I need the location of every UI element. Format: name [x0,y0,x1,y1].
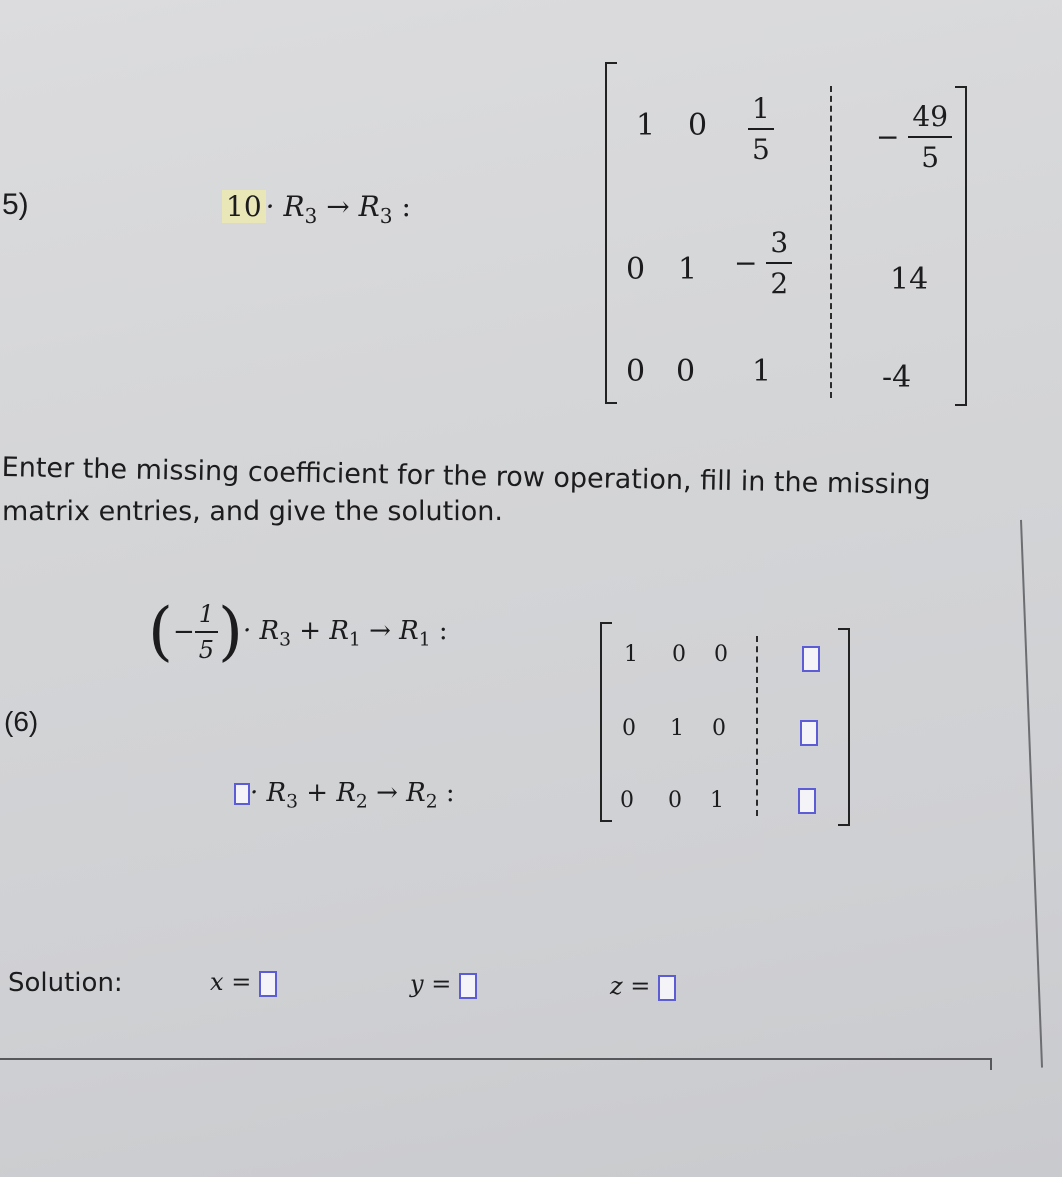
matrix-5-left-bracket [605,62,617,404]
matrix-6-cell: 0 [620,788,634,813]
row-op-target-index: 3 [379,204,393,229]
matrix-6-cell: 0 [712,716,726,741]
matrix-6-augment-line [756,636,758,816]
matrix-5-cell: 0 [676,354,696,389]
problem-5-label: 5) [2,188,29,221]
matrix-5-cell: 1 [678,252,698,287]
problem-6-row-operation-2: · $R_3 + R_2 \to R_2$ : [234,778,455,813]
solution-z: z = [610,972,676,1001]
matrix-6-cell: 1 [670,716,684,741]
instructions-line-2: matrix entries, and give the solution. [2,496,503,527]
matrix-6-cell: 0 [714,642,728,667]
problem-6-row-operation-1: (− $\frac{1}{5}$ )· $R_3 + R_1 \to R_1$ : [148,595,448,669]
row-op-target: R [358,190,380,223]
matrix-5-cell: 0 [626,252,646,287]
matrix-5-cell: 14 [890,262,929,297]
matrix-6-answer-r1[interactable] [802,646,820,672]
matrix-6-answer-r2[interactable] [800,720,818,746]
matrix-6-right-bracket [838,628,850,826]
solution-x: x = [210,968,277,997]
matrix-6-cell: 1 [624,642,638,667]
matrix-5-cell: 1 [636,108,656,143]
matrix-5-cell: 0 [626,354,646,389]
row-op-from-index: 3 [304,204,318,229]
matrix-6-left-bracket [600,622,612,822]
matrix-6-cell: 1 [710,788,724,813]
solution-y: y = [410,970,477,999]
matrix-5-augment-line [830,86,832,398]
row-op-colon: : [401,190,411,223]
problem-6-label: (6) [4,706,39,737]
problem-5-row-operation [222,190,411,228]
matrix-5-fraction: $\frac{1}{5}$ [748,92,774,166]
matrix-6-cell: 0 [672,642,686,667]
matrix-6-answer-r3[interactable] [798,788,816,814]
matrix-5-cell: 1 [752,354,772,389]
solution-x-input[interactable] [259,971,277,997]
matrix-6-cell: 0 [622,716,636,741]
matrix-6-cell: 0 [668,788,682,813]
solution-y-input[interactable] [459,973,477,999]
matrix-5-right-bracket [955,86,967,406]
row-op-mult: · R [265,190,305,223]
matrix-5-cell: 0 [688,108,708,143]
row-op-2-coefficient-input[interactable] [234,783,250,805]
row-op-arrow: → [326,190,350,223]
solution-label: Solution: [8,968,123,998]
instructions-line-1: Enter the missing coefficient for the row operation, fill in the missing [1,452,931,501]
matrix-5-cell: -4 [882,360,912,395]
solution-z-input[interactable] [658,975,676,1001]
matrix-5-fraction: − $\frac{49}{5}$ [876,100,952,174]
row-op-coefficient: 10 [222,190,266,223]
matrix-5-fraction: − $\frac{3}{2}$ [734,226,792,300]
